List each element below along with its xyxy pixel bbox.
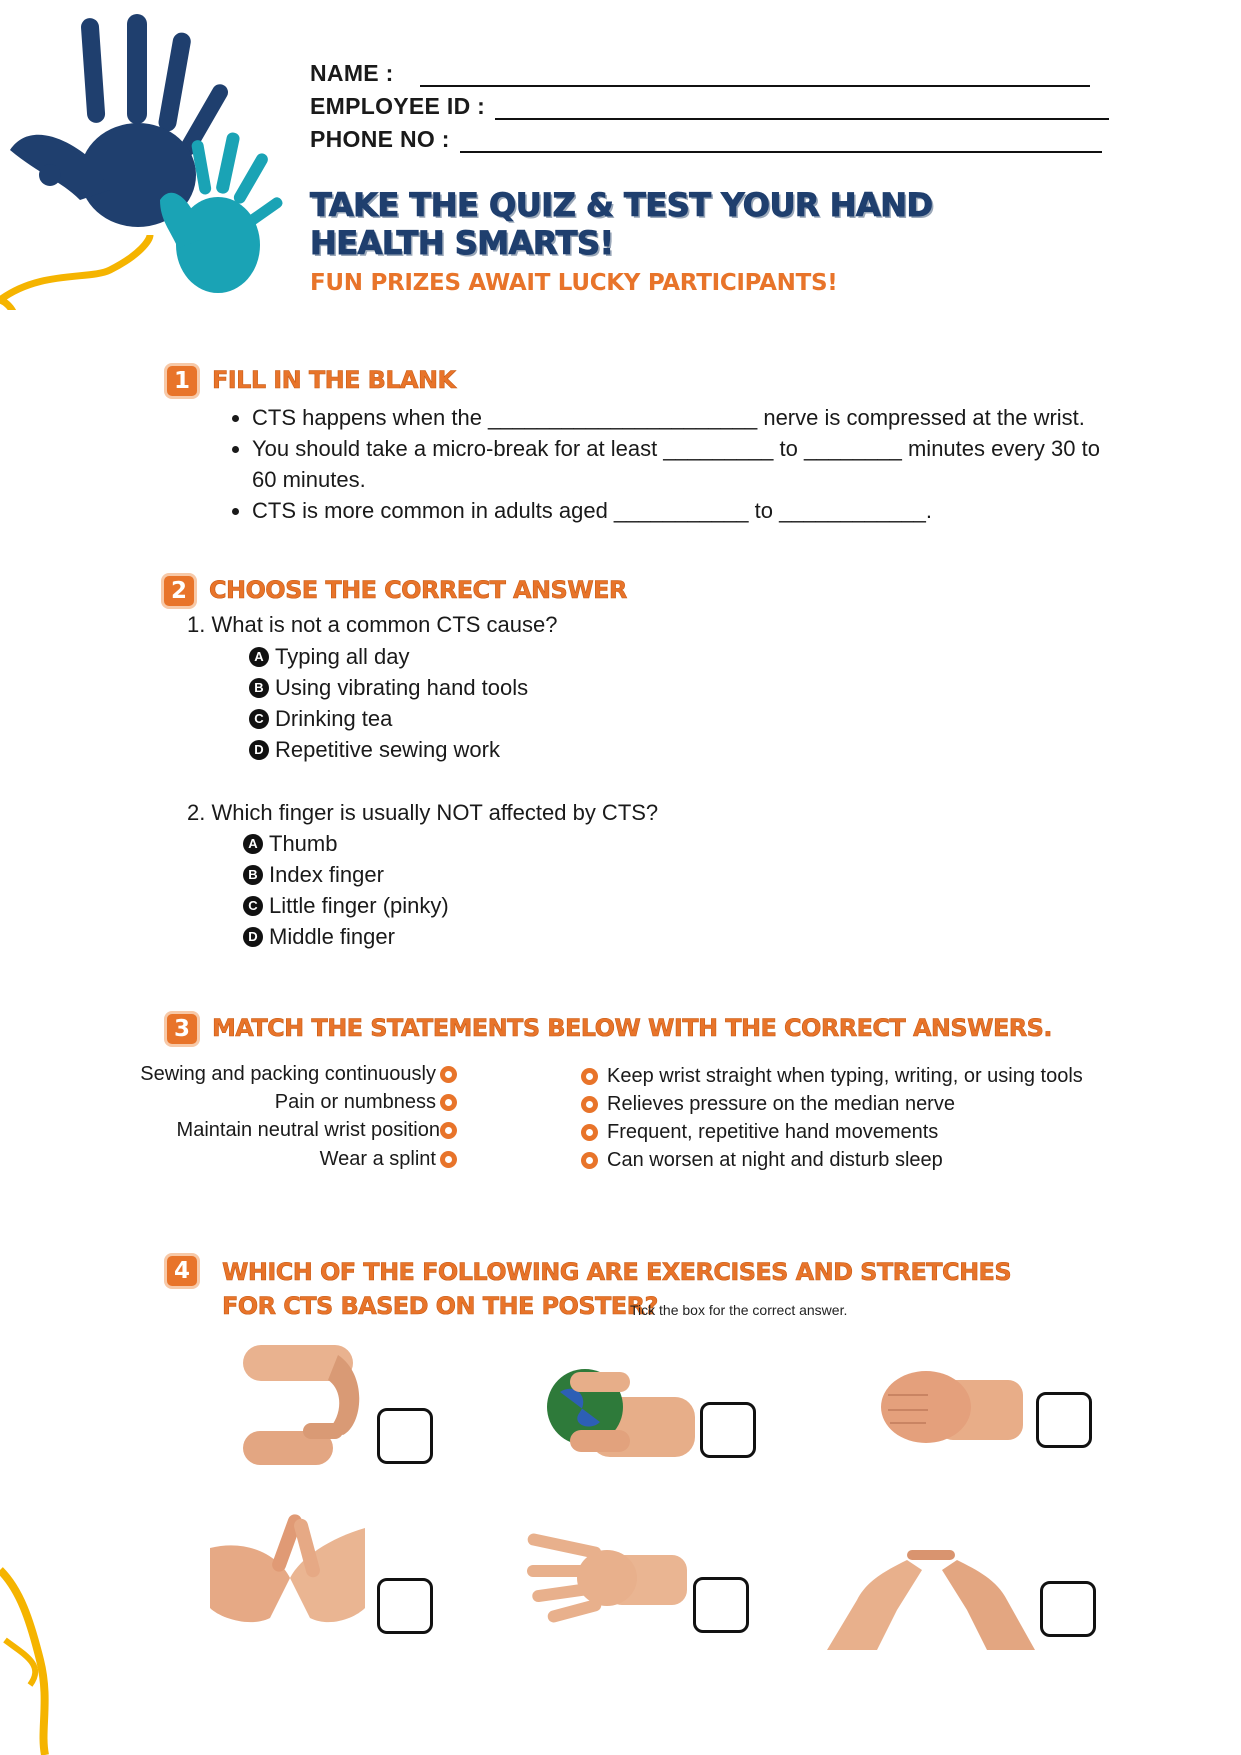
- page-subtitle: FUN PRIZES AWAIT LUCKY PARTICIPANTS!: [310, 270, 838, 296]
- blank-item[interactable]: • You should take a micro-break for at least _________ to ________ minutes every 30 to 60 minutes.: [252, 433, 1152, 495]
- option-text: Little finger (pinky): [269, 893, 449, 918]
- q2-option-d[interactable]: [243, 924, 395, 950]
- option-b-badge: B: [243, 865, 263, 885]
- q1-option-c[interactable]: [249, 706, 392, 732]
- match-right-text: Frequent, repetitive hand movements: [607, 1121, 939, 1143]
- page-title: TAKE THE QUIZ & TEST YOUR HAND HEALTH SMARTS!: [310, 186, 933, 262]
- q2-option-c[interactable]: [243, 893, 449, 919]
- handprints-illustration: [0, 0, 310, 310]
- section-1-number: 1: [167, 366, 197, 396]
- section-4-number: 4: [167, 1256, 197, 1286]
- option-text: Repetitive sewing work: [275, 737, 500, 762]
- section-2-title: CHOOSE THE CORRECT ANSWER: [209, 576, 627, 604]
- option-text: Drinking tea: [275, 706, 393, 731]
- blank-item[interactable]: • CTS happens when the ______________________ nerve is compressed at the wrist.: [252, 402, 1152, 433]
- match-dot[interactable]: [440, 1094, 457, 1111]
- section-4-title-line2: FOR CTS BASED ON THE POSTER?: [222, 1292, 658, 1320]
- q2-option-b[interactable]: [243, 862, 384, 888]
- phone-field[interactable]: [310, 126, 1102, 153]
- question-2: 2. Which finger is usually NOT affected by CTS?: [187, 800, 659, 825]
- employee-id-field[interactable]: [310, 93, 1109, 120]
- option-text: Thumb: [269, 831, 338, 856]
- option-d-badge: D: [249, 740, 269, 760]
- section-1-title: FILL IN THE BLANK: [212, 366, 456, 394]
- tick-box-3[interactable]: [1036, 1392, 1092, 1448]
- match-left-text: Sewing and packing continuously: [140, 1063, 436, 1085]
- name-line[interactable]: [420, 83, 1090, 87]
- match-left-item[interactable]: [140, 1063, 461, 1086]
- q1-option-a[interactable]: [249, 644, 410, 670]
- match-left-text: Wear a splint: [319, 1148, 436, 1170]
- option-d-badge: D: [243, 927, 263, 947]
- match-left-item[interactable]: [320, 1148, 461, 1171]
- section-3-title: MATCH THE STATEMENTS BELOW WITH THE CORRECT ANSWERS.: [212, 1014, 1052, 1042]
- option-a-badge: A: [243, 834, 263, 854]
- match-left-text: Pain or numbness: [274, 1091, 436, 1113]
- q1-option-b[interactable]: [249, 675, 528, 701]
- match-right-text: Can worsen at night and disturb sleep: [607, 1149, 943, 1171]
- option-c-badge: C: [249, 709, 269, 729]
- section-2-number: 2: [164, 576, 194, 606]
- section-4-title-line1: WHICH OF THE FOLLOWING ARE EXERCISES AND STRETCHES: [222, 1258, 1012, 1286]
- option-text: Typing all day: [275, 644, 410, 669]
- match-dot[interactable]: [440, 1151, 457, 1168]
- phone-line[interactable]: [460, 149, 1102, 153]
- option-b-badge: B: [249, 678, 269, 698]
- match-dot[interactable]: [581, 1152, 598, 1169]
- fill-in-blank-list: [228, 402, 1152, 526]
- name-label: NAME :: [310, 60, 394, 86]
- q1-option-d[interactable]: [249, 737, 500, 763]
- yellow-swirl-bottom: [0, 1560, 120, 1755]
- employee-id-line[interactable]: [495, 116, 1109, 120]
- finger-interlace-photo: [210, 1508, 365, 1643]
- fingertip-press-photo: [827, 1530, 1035, 1650]
- wrist-flexor-stretch-photo: [243, 1335, 368, 1475]
- match-right-text: Keep wrist straight when typing, writing, or using tools: [607, 1065, 1083, 1087]
- match-left-item[interactable]: [177, 1119, 461, 1142]
- name-field[interactable]: [310, 60, 1090, 87]
- option-text: Middle finger: [269, 924, 395, 949]
- tick-box-2[interactable]: [700, 1402, 756, 1458]
- match-dot[interactable]: [440, 1122, 457, 1139]
- match-right-text: Relieves pressure on the median nerve: [607, 1093, 955, 1115]
- match-dot[interactable]: [440, 1066, 457, 1083]
- match-right-item[interactable]: [577, 1065, 1083, 1088]
- phone-label: PHONE NO :: [310, 126, 450, 152]
- q2-option-a[interactable]: [243, 831, 337, 857]
- fist-clench-photo: [868, 1355, 1023, 1460]
- tick-box-1[interactable]: [377, 1408, 433, 1464]
- question-1: 1. What is not a common CTS cause?: [187, 612, 558, 637]
- tick-box-4[interactable]: [377, 1578, 433, 1634]
- option-text: Using vibrating hand tools: [275, 675, 529, 700]
- option-c-badge: C: [243, 896, 263, 916]
- match-left-text: Maintain neutral wrist position: [176, 1119, 440, 1141]
- tick-box-6[interactable]: [1040, 1581, 1096, 1637]
- section-4-instruction: Tick the box for the correct answer.: [630, 1302, 848, 1318]
- stress-ball-squeeze-photo: [530, 1352, 695, 1467]
- open-hand-spread-photo: [527, 1520, 687, 1625]
- employee-id-label: EMPLOYEE ID :: [310, 93, 486, 119]
- option-text: Index finger: [269, 862, 384, 887]
- match-dot[interactable]: [581, 1068, 598, 1085]
- match-right-item[interactable]: [577, 1121, 938, 1144]
- match-right-item[interactable]: [577, 1093, 955, 1116]
- match-dot[interactable]: [581, 1096, 598, 1113]
- tick-box-5[interactable]: [693, 1577, 749, 1633]
- section-3-number: 3: [167, 1014, 197, 1044]
- match-left-item[interactable]: [275, 1091, 461, 1114]
- option-a-badge: A: [249, 647, 269, 667]
- blank-item[interactable]: • CTS is more common in adults aged ___________ to ____________.: [252, 495, 1152, 526]
- match-dot[interactable]: [581, 1124, 598, 1141]
- match-right-item[interactable]: [577, 1149, 943, 1172]
